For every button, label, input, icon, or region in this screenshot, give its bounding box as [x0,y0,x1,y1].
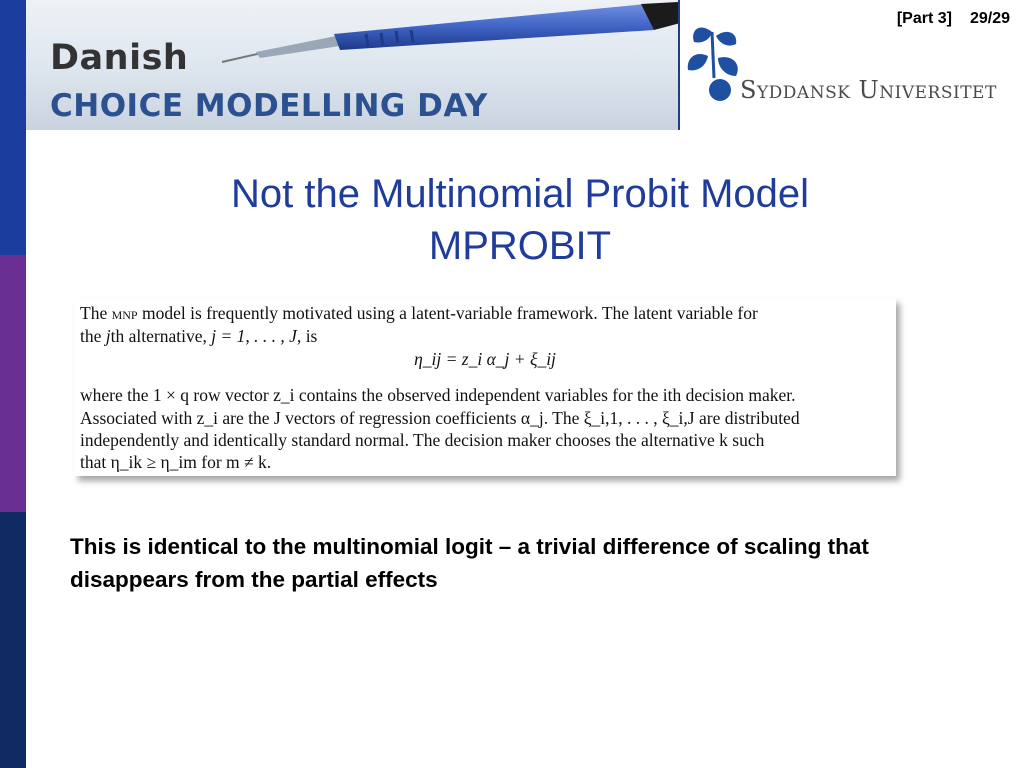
slide-title-line2: MPROBIT [428,224,612,268]
excerpt-line-2: the jth alternative, j = 1, . . . , J, is [80,326,318,346]
slide-page-number [897,10,1010,28]
excerpt-line-4: Associated with z_i are the J vectors of regression coefficients α_j. The ξ_i,1, . . . , ξ_i,J are distributed [80,408,800,428]
university-logo-area [680,0,1024,130]
university-name: Syddansk Universitet [740,76,997,104]
color-bar-purple [0,255,26,512]
header-banner [26,0,678,130]
slide-body-text: This is identical to the multinomial logit – a trivial difference of scaling that disappears from the partial effects [70,534,869,592]
pen-icon [216,0,678,80]
apple-tree-logo-icon [682,18,746,104]
slide-title-line1: Not the Multinomial Probit Model [230,172,810,216]
excerpt-line-5: independently and identically standard normal. The decision maker chooses the alternative k such [80,430,765,450]
part-label: [Part 3] [896,10,952,27]
textbook-excerpt [74,298,896,476]
excerpt-line-3: where the 1 × q row vector z_i contains the observed independent variables for the ith decision maker. [80,385,796,405]
color-bar-blue [0,0,26,255]
latent-variable-equation: η_ij = z_i α_j + ξ_ij [414,349,556,369]
color-bar-navy [0,512,26,768]
left-color-bar [0,0,26,768]
excerpt-line-1: The mnp model is frequently motivated using a latent-variable framework. The latent variable for [80,303,758,323]
slide-title [60,168,980,272]
banner-title-event: CHOICE MODELLING DAY [50,88,488,124]
banner-title-danish: Danish [50,38,189,78]
excerpt-line-6: that η_ik ≥ η_im for m ≠ k. [80,452,272,472]
page-counter: 29/29 [969,10,1010,27]
